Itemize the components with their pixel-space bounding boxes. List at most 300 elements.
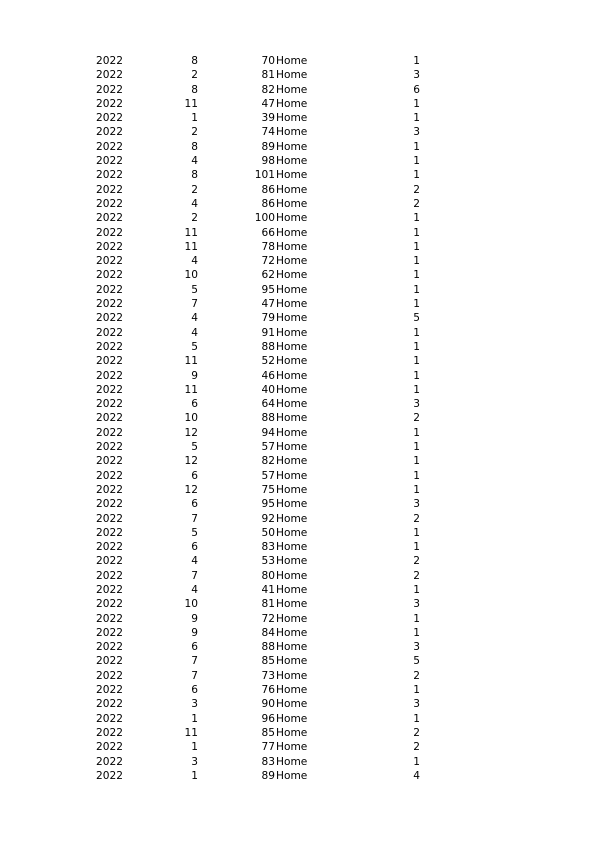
type-cell: Home — [276, 97, 308, 110]
count-cell: 1 — [413, 355, 420, 368]
type-cell: Home — [276, 126, 308, 139]
amount-cell: 40 — [261, 383, 275, 396]
count-cell: 4 — [413, 769, 420, 782]
amount-cell: 57 — [261, 469, 275, 482]
type-cell: Home — [276, 469, 308, 482]
type-cell: Home — [276, 169, 308, 182]
type-cell: Home — [276, 583, 308, 596]
type-cell: Home — [276, 226, 308, 239]
year-cell: 2022 — [96, 283, 123, 296]
amount-cell: 81 — [261, 598, 275, 611]
type-cell: Home — [276, 426, 308, 439]
count-cell: 1 — [413, 340, 420, 353]
type-cell: Home — [276, 197, 308, 210]
month-cell: 7 — [191, 655, 198, 668]
table-row — [0, 54, 599, 68]
table-row — [0, 583, 599, 597]
type-cell: Home — [276, 498, 308, 511]
count-cell: 1 — [413, 97, 420, 110]
year-cell: 2022 — [96, 369, 123, 382]
amount-cell: 39 — [261, 112, 275, 125]
amount-cell: 50 — [261, 526, 275, 539]
count-cell: 1 — [413, 283, 420, 296]
count-cell: 2 — [413, 741, 420, 754]
table-row — [0, 397, 599, 411]
year-cell: 2022 — [96, 298, 123, 311]
amount-cell: 62 — [261, 269, 275, 282]
count-cell: 3 — [413, 698, 420, 711]
amount-cell: 79 — [261, 312, 275, 325]
type-cell: Home — [276, 369, 308, 382]
year-cell: 2022 — [96, 469, 123, 482]
type-cell: Home — [276, 455, 308, 468]
year-cell: 2022 — [96, 541, 123, 554]
month-cell: 3 — [191, 698, 198, 711]
year-cell: 2022 — [96, 83, 123, 96]
month-cell: 2 — [191, 183, 198, 196]
table-row — [0, 140, 599, 154]
amount-cell: 86 — [261, 197, 275, 210]
month-cell: 11 — [184, 240, 198, 253]
year-cell: 2022 — [96, 441, 123, 454]
count-cell: 2 — [413, 512, 420, 525]
amount-cell: 94 — [261, 426, 275, 439]
count-cell: 1 — [413, 212, 420, 225]
year-cell: 2022 — [96, 655, 123, 668]
month-cell: 4 — [191, 255, 198, 268]
table-row — [0, 526, 599, 540]
amount-cell: 95 — [261, 498, 275, 511]
year-cell: 2022 — [96, 498, 123, 511]
amount-cell: 101 — [254, 169, 275, 182]
year-cell: 2022 — [96, 512, 123, 525]
month-cell: 8 — [191, 169, 198, 182]
month-cell: 4 — [191, 155, 198, 168]
amount-cell: 74 — [261, 126, 275, 139]
amount-cell: 80 — [261, 569, 275, 582]
month-cell: 11 — [184, 726, 198, 739]
type-cell: Home — [276, 140, 308, 153]
year-cell: 2022 — [96, 426, 123, 439]
count-cell: 1 — [413, 298, 420, 311]
table-row — [0, 97, 599, 111]
count-cell: 2 — [413, 197, 420, 210]
table-row — [0, 626, 599, 640]
table-row — [0, 183, 599, 197]
year-cell: 2022 — [96, 212, 123, 225]
type-cell: Home — [276, 684, 308, 697]
year-cell: 2022 — [96, 240, 123, 253]
year-cell: 2022 — [96, 684, 123, 697]
type-cell: Home — [276, 398, 308, 411]
amount-cell: 89 — [261, 140, 275, 153]
amount-cell: 66 — [261, 226, 275, 239]
type-cell: Home — [276, 655, 308, 668]
year-cell: 2022 — [96, 326, 123, 339]
type-cell: Home — [276, 55, 308, 67]
amount-cell: 47 — [261, 97, 275, 110]
table-row — [0, 440, 599, 454]
amount-cell: 90 — [261, 698, 275, 711]
count-cell: 6 — [413, 83, 420, 96]
month-cell: 8 — [191, 140, 198, 153]
year-cell: 2022 — [96, 155, 123, 168]
amount-cell: 88 — [261, 641, 275, 654]
count-cell: 5 — [413, 655, 420, 668]
type-cell: Home — [276, 83, 308, 96]
table-row — [0, 211, 599, 225]
month-cell: 8 — [191, 55, 198, 67]
table-row — [0, 283, 599, 297]
year-cell: 2022 — [96, 755, 123, 768]
table-row — [0, 569, 599, 583]
amount-cell: 76 — [261, 684, 275, 697]
table-row — [0, 740, 599, 754]
amount-cell: 85 — [261, 655, 275, 668]
amount-cell: 64 — [261, 398, 275, 411]
type-cell: Home — [276, 355, 308, 368]
amount-cell: 47 — [261, 298, 275, 311]
amount-cell: 72 — [261, 255, 275, 268]
month-cell: 6 — [191, 398, 198, 411]
count-cell: 1 — [413, 526, 420, 539]
type-cell: Home — [276, 769, 308, 782]
type-cell: Home — [276, 541, 308, 554]
month-cell: 4 — [191, 312, 198, 325]
amount-cell: 84 — [261, 626, 275, 639]
year-cell: 2022 — [96, 312, 123, 325]
table-row — [0, 654, 599, 668]
type-cell: Home — [276, 269, 308, 282]
year-cell: 2022 — [96, 126, 123, 139]
amount-cell: 75 — [261, 483, 275, 496]
type-cell: Home — [276, 526, 308, 539]
table-row — [0, 383, 599, 397]
table-row — [0, 554, 599, 568]
year-cell: 2022 — [96, 226, 123, 239]
table-row — [0, 483, 599, 497]
month-cell: 1 — [191, 741, 198, 754]
month-cell: 9 — [191, 369, 198, 382]
type-cell: Home — [276, 240, 308, 253]
type-cell: Home — [276, 726, 308, 739]
month-cell: 10 — [184, 598, 198, 611]
amount-cell: 70 — [261, 55, 275, 67]
amount-cell: 72 — [261, 612, 275, 625]
amount-cell: 98 — [261, 155, 275, 168]
amount-cell: 46 — [261, 369, 275, 382]
month-cell: 2 — [191, 126, 198, 139]
count-cell: 1 — [413, 612, 420, 625]
year-cell: 2022 — [96, 140, 123, 153]
table-row — [0, 712, 599, 726]
table-row — [0, 769, 599, 783]
amount-cell: 73 — [261, 669, 275, 682]
table-row — [0, 411, 599, 425]
month-cell: 11 — [184, 97, 198, 110]
count-cell: 2 — [413, 726, 420, 739]
type-cell: Home — [276, 612, 308, 625]
year-cell: 2022 — [96, 483, 123, 496]
month-cell: 7 — [191, 512, 198, 525]
table-row — [0, 168, 599, 182]
month-cell: 12 — [184, 426, 198, 439]
month-cell: 7 — [191, 569, 198, 582]
amount-cell: 83 — [261, 755, 275, 768]
year-cell: 2022 — [96, 555, 123, 568]
count-cell: 1 — [413, 583, 420, 596]
type-cell: Home — [276, 255, 308, 268]
year-cell: 2022 — [96, 269, 123, 282]
table-row — [0, 83, 599, 97]
year-cell: 2022 — [96, 197, 123, 210]
year-cell: 2022 — [96, 526, 123, 539]
month-cell: 11 — [184, 383, 198, 396]
data-table — [0, 54, 599, 783]
table-row — [0, 540, 599, 554]
count-cell: 3 — [413, 69, 420, 82]
year-cell: 2022 — [96, 569, 123, 582]
table-row — [0, 68, 599, 82]
month-cell: 12 — [184, 483, 198, 496]
amount-cell: 82 — [261, 455, 275, 468]
table-row — [0, 426, 599, 440]
count-cell: 1 — [413, 469, 420, 482]
year-cell: 2022 — [96, 626, 123, 639]
month-cell: 6 — [191, 541, 198, 554]
type-cell: Home — [276, 298, 308, 311]
table-row — [0, 469, 599, 483]
type-cell: Home — [276, 155, 308, 168]
amount-cell: 86 — [261, 183, 275, 196]
type-cell: Home — [276, 183, 308, 196]
year-cell: 2022 — [96, 255, 123, 268]
table-row — [0, 240, 599, 254]
month-cell: 4 — [191, 555, 198, 568]
count-cell: 5 — [413, 312, 420, 325]
month-cell: 6 — [191, 684, 198, 697]
type-cell: Home — [276, 212, 308, 225]
type-cell: Home — [276, 741, 308, 754]
type-cell: Home — [276, 326, 308, 339]
year-cell: 2022 — [96, 340, 123, 353]
count-cell: 1 — [413, 383, 420, 396]
type-cell: Home — [276, 383, 308, 396]
count-cell: 1 — [413, 155, 420, 168]
count-cell: 1 — [413, 269, 420, 282]
table-row — [0, 311, 599, 325]
table-row — [0, 268, 599, 282]
type-cell: Home — [276, 641, 308, 654]
year-cell: 2022 — [96, 183, 123, 196]
table-row — [0, 683, 599, 697]
month-cell: 5 — [191, 340, 198, 353]
year-cell: 2022 — [96, 769, 123, 782]
table-row — [0, 697, 599, 711]
count-cell: 1 — [413, 112, 420, 125]
month-cell: 1 — [191, 769, 198, 782]
month-cell: 6 — [191, 469, 198, 482]
month-cell: 9 — [191, 626, 198, 639]
amount-cell: 88 — [261, 412, 275, 425]
type-cell: Home — [276, 69, 308, 82]
count-cell: 1 — [413, 712, 420, 725]
count-cell: 1 — [413, 140, 420, 153]
count-cell: 1 — [413, 240, 420, 253]
year-cell: 2022 — [96, 55, 123, 67]
amount-cell: 89 — [261, 769, 275, 782]
year-cell: 2022 — [96, 169, 123, 182]
count-cell: 1 — [413, 441, 420, 454]
amount-cell: 78 — [261, 240, 275, 253]
table-row — [0, 612, 599, 626]
amount-cell: 88 — [261, 340, 275, 353]
type-cell: Home — [276, 312, 308, 325]
count-cell: 1 — [413, 455, 420, 468]
amount-cell: 81 — [261, 69, 275, 82]
type-cell: Home — [276, 712, 308, 725]
amount-cell: 41 — [261, 583, 275, 596]
month-cell: 7 — [191, 298, 198, 311]
table-row — [0, 597, 599, 611]
count-cell: 1 — [413, 755, 420, 768]
year-cell: 2022 — [96, 412, 123, 425]
year-cell: 2022 — [96, 726, 123, 739]
type-cell: Home — [276, 669, 308, 682]
table-row — [0, 125, 599, 139]
month-cell: 1 — [191, 712, 198, 725]
table-row — [0, 111, 599, 125]
month-cell: 5 — [191, 441, 198, 454]
type-cell: Home — [276, 512, 308, 525]
table-row — [0, 669, 599, 683]
month-cell: 2 — [191, 212, 198, 225]
month-cell: 8 — [191, 83, 198, 96]
type-cell: Home — [276, 441, 308, 454]
count-cell: 3 — [413, 398, 420, 411]
year-cell: 2022 — [96, 383, 123, 396]
month-cell: 2 — [191, 69, 198, 82]
type-cell: Home — [276, 112, 308, 125]
count-cell: 2 — [413, 669, 420, 682]
year-cell: 2022 — [96, 97, 123, 110]
year-cell: 2022 — [96, 741, 123, 754]
month-cell: 5 — [191, 283, 198, 296]
amount-cell: 95 — [261, 283, 275, 296]
year-cell: 2022 — [96, 712, 123, 725]
year-cell: 2022 — [96, 112, 123, 125]
year-cell: 2022 — [96, 698, 123, 711]
amount-cell: 52 — [261, 355, 275, 368]
type-cell: Home — [276, 698, 308, 711]
year-cell: 2022 — [96, 612, 123, 625]
count-cell: 3 — [413, 598, 420, 611]
amount-cell: 82 — [261, 83, 275, 96]
count-cell: 2 — [413, 569, 420, 582]
table-row — [0, 340, 599, 354]
amount-cell: 91 — [261, 326, 275, 339]
type-cell: Home — [276, 755, 308, 768]
month-cell: 3 — [191, 755, 198, 768]
count-cell: 1 — [413, 483, 420, 496]
table-row — [0, 326, 599, 340]
table-row — [0, 254, 599, 268]
month-cell: 10 — [184, 412, 198, 425]
year-cell: 2022 — [96, 669, 123, 682]
table-row — [0, 512, 599, 526]
month-cell: 6 — [191, 498, 198, 511]
table-row — [0, 354, 599, 368]
year-cell: 2022 — [96, 69, 123, 82]
month-cell: 9 — [191, 612, 198, 625]
year-cell: 2022 — [96, 641, 123, 654]
count-cell: 2 — [413, 183, 420, 196]
count-cell: 2 — [413, 412, 420, 425]
type-cell: Home — [276, 598, 308, 611]
amount-cell: 100 — [254, 212, 275, 225]
type-cell: Home — [276, 283, 308, 296]
year-cell: 2022 — [96, 598, 123, 611]
month-cell: 4 — [191, 197, 198, 210]
month-cell: 10 — [184, 269, 198, 282]
count-cell: 1 — [413, 426, 420, 439]
year-cell: 2022 — [96, 398, 123, 411]
table-row — [0, 197, 599, 211]
table-row — [0, 369, 599, 383]
month-cell: 12 — [184, 455, 198, 468]
count-cell: 1 — [413, 255, 420, 268]
type-cell: Home — [276, 626, 308, 639]
month-cell: 4 — [191, 326, 198, 339]
count-cell: 1 — [413, 684, 420, 697]
table-row — [0, 726, 599, 740]
amount-cell: 92 — [261, 512, 275, 525]
type-cell: Home — [276, 555, 308, 568]
count-cell: 3 — [413, 126, 420, 139]
amount-cell: 57 — [261, 441, 275, 454]
count-cell: 1 — [413, 541, 420, 554]
month-cell: 11 — [184, 355, 198, 368]
count-cell: 3 — [413, 498, 420, 511]
year-cell: 2022 — [96, 355, 123, 368]
count-cell: 1 — [413, 226, 420, 239]
count-cell: 3 — [413, 641, 420, 654]
count-cell: 1 — [413, 326, 420, 339]
type-cell: Home — [276, 340, 308, 353]
month-cell: 4 — [191, 583, 198, 596]
month-cell: 6 — [191, 641, 198, 654]
table-row — [0, 226, 599, 240]
count-cell: 1 — [413, 169, 420, 182]
amount-cell: 96 — [261, 712, 275, 725]
month-cell: 1 — [191, 112, 198, 125]
type-cell: Home — [276, 569, 308, 582]
month-cell: 5 — [191, 526, 198, 539]
count-cell: 1 — [413, 626, 420, 639]
amount-cell: 53 — [261, 555, 275, 568]
amount-cell: 77 — [261, 741, 275, 754]
amount-cell: 83 — [261, 541, 275, 554]
count-cell: 1 — [413, 55, 420, 67]
table-row — [0, 154, 599, 168]
table-row — [0, 297, 599, 311]
count-cell: 2 — [413, 555, 420, 568]
month-cell: 7 — [191, 669, 198, 682]
month-cell: 11 — [184, 226, 198, 239]
amount-cell: 85 — [261, 726, 275, 739]
table-row — [0, 497, 599, 511]
table-row — [0, 640, 599, 654]
